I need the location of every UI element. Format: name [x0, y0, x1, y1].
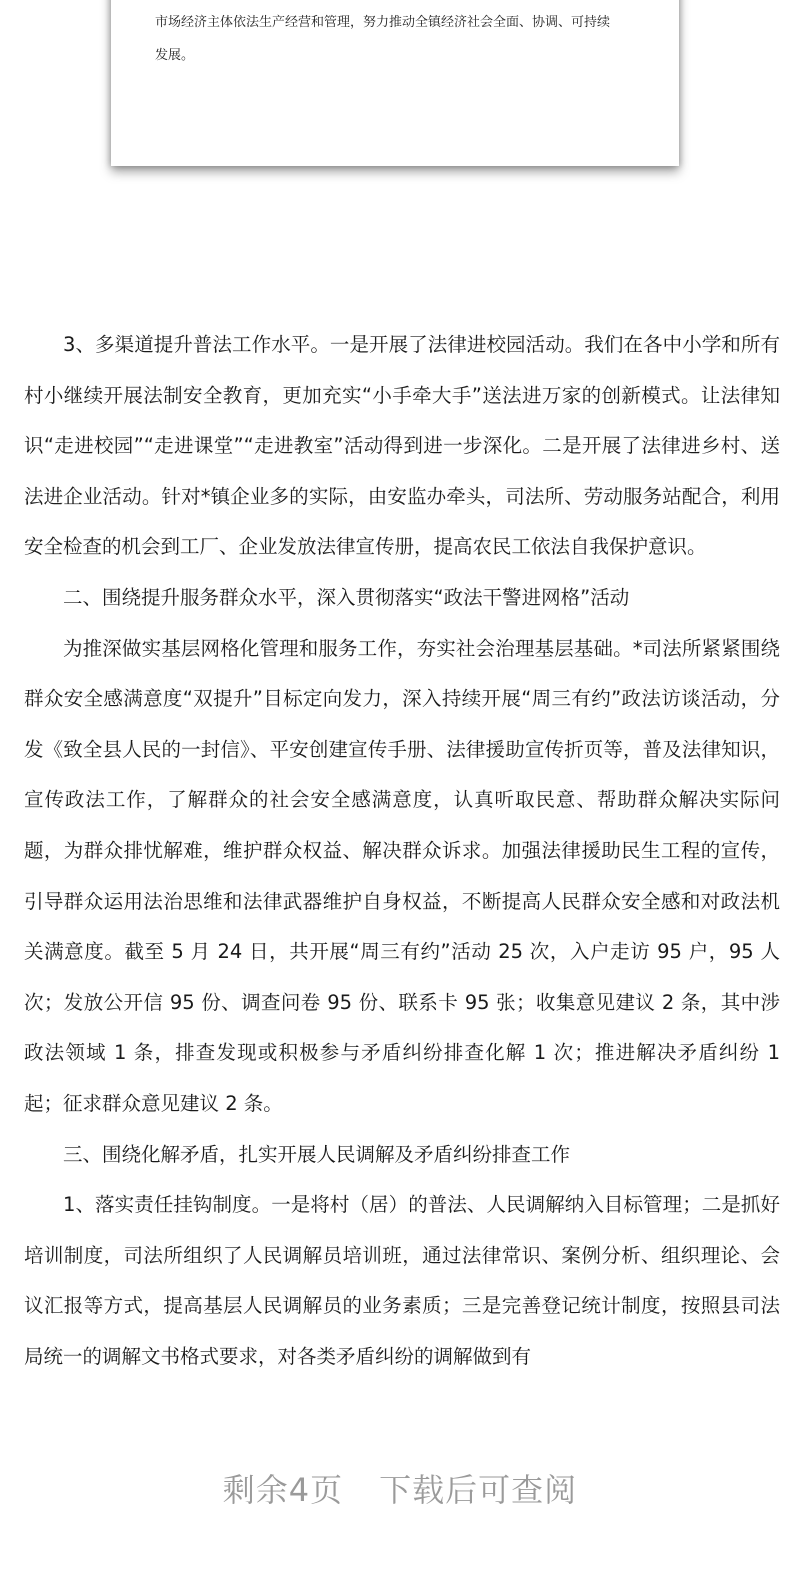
section-heading-two: 二、围绕提升服务群众水平，深入贯彻落实“政法干警进网格”活动	[63, 585, 630, 609]
document-body	[24, 320, 780, 1382]
download-prompt[interactable]	[0, 1465, 800, 1511]
preview-card-text	[155, 6, 655, 72]
preview-card-line: 发展。	[155, 48, 195, 63]
remaining-pages-label: 剩余4页	[222, 1471, 344, 1509]
paragraph-grid-management: 为推深做实基层网格化管理和服务工作，夯实社会治理基层基础。*司法所紧紧围绕群众安全感满意度“双提升”目标定向发力，深入持续开展“周三有约”政法访谈活动，分发《致全县人民的一封信》、平安创建宣传手册、法律援助宣传折页等，普及法律知识，宣传政法工作，了解群众的社会安全感满意度，认真听取民意、帮助群众解决实际问题，为群众排忧解难，维护群众权益、解决群众诉求。加强法律援助民生工程的宣传，引导群众运用法治思维和法律武器维护自身权益，不断提高人民群众安全感和对政法机关满意度。截至 5 月 24 日，共开展“周三有约”活动 25 次，入户走访 95 户，95 人次；发放公开信 95 份、调查问卷 95 份、联系卡 95 张；收集意见建议 2 条，其中涉政法领域 1 条，排查发现或积极参与矛盾纠纷排查化解 1 次；推进解决矛盾纠纷 1 起；征求群众意见建议 2 条。	[24, 636, 780, 1115]
preview-page-card	[111, 0, 679, 166]
download-to-view-label: 下载后可查阅	[379, 1471, 578, 1509]
preview-card-line: 市场经济主体依法生产经营和管理，努力推动全镇经济社会全面、协调、可持续	[155, 15, 611, 30]
paragraph-outreach: 3、多渠道提升普法工作水平。一是开展了法律进校园活动。我们在各中小学和所有村小继续开展法制安全教育，更加充实“小手牵大手”送法进万家的创新模式。让法律知识“走进校园”“走进课堂”“走进教室”活动得到进一步深化。二是开展了法律进乡村、送法进企业活动。针对*镇企业多的实际，由安监办牵头，司法所、劳动服务站配合，利用安全检查的机会到工厂、企业发放法律宣传册，提高农民工依法自我保护意识。	[24, 333, 780, 559]
paragraph-responsibility: 1、落实责任挂钩制度。一是将村（居）的普法、人民调解纳入目标管理；二是抓好培训制度，司法所组织了人民调解员培训班，通过法律常识、案例分析、组织理论、会议汇报等方式，提高基层人民调解员的业务素质；三是完善登记统计制度，按照县司法局统一的调解文书格式要求，对各类矛盾纠纷的调解做到有	[24, 1193, 780, 1368]
section-heading-three: 三、围绕化解矛盾，扎实开展人民调解及矛盾纠纷排查工作	[63, 1142, 571, 1166]
